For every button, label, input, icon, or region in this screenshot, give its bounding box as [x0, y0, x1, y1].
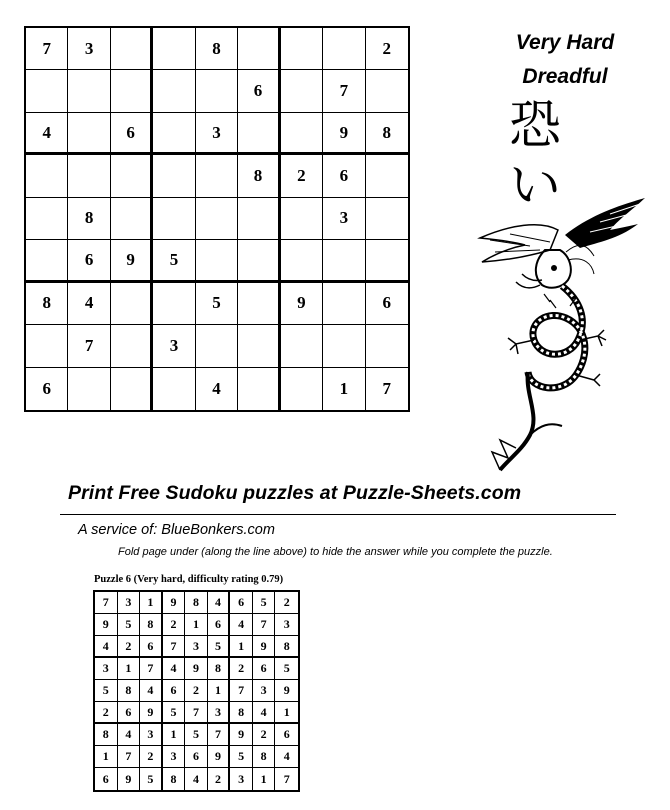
answer-cell: 7	[118, 746, 141, 768]
puzzle-cell[interactable]	[281, 368, 323, 410]
answer-cell: 5	[230, 746, 253, 768]
answer-cell: 1	[185, 614, 208, 636]
answer-cell: 4	[95, 636, 118, 658]
puzzle-cell[interactable]	[111, 283, 153, 325]
puzzle-cell[interactable]: 3	[68, 28, 110, 70]
puzzle-cell[interactable]	[26, 198, 68, 240]
puzzle-cell[interactable]: 8	[68, 198, 110, 240]
answer-cell: 7	[140, 658, 163, 680]
answer-cell: 5	[118, 614, 141, 636]
puzzle-cell[interactable]	[196, 155, 238, 197]
puzzle-cell[interactable]	[153, 113, 195, 155]
puzzle-cell[interactable]: 6	[111, 113, 153, 155]
answer-cell: 7	[208, 724, 231, 746]
puzzle-cell[interactable]	[238, 113, 280, 155]
answer-cell: 8	[230, 702, 253, 724]
answer-cell: 4	[208, 592, 231, 614]
answer-cell: 3	[140, 724, 163, 746]
puzzle-cell[interactable]: 3	[323, 198, 365, 240]
puzzle-cell[interactable]: 5	[153, 240, 195, 282]
puzzle-cell[interactable]: 6	[26, 368, 68, 410]
puzzle-cell[interactable]	[366, 240, 408, 282]
answer-cell: 6	[163, 680, 186, 702]
puzzle-cell[interactable]	[153, 283, 195, 325]
puzzle-cell[interactable]	[323, 28, 365, 70]
answer-cell: 4	[185, 768, 208, 790]
answer-cell: 8	[275, 636, 298, 658]
puzzle-cell[interactable]: 9	[281, 283, 323, 325]
answer-cell: 6	[275, 724, 298, 746]
puzzle-cell[interactable]	[68, 113, 110, 155]
puzzle-cell[interactable]	[281, 325, 323, 367]
answer-cell: 2	[230, 658, 253, 680]
answer-cell: 2	[208, 768, 231, 790]
answer-cell: 7	[230, 680, 253, 702]
puzzle-cell[interactable]	[68, 155, 110, 197]
puzzle-cell[interactable]: 6	[238, 70, 280, 112]
answer-cell: 9	[208, 746, 231, 768]
answer-cell: 4	[140, 680, 163, 702]
answer-cell: 1	[253, 768, 276, 790]
sudoku-answer-grid	[93, 590, 300, 792]
answer-cell: 5	[185, 724, 208, 746]
puzzle-cell[interactable]	[26, 70, 68, 112]
fold-instructions: Fold page under (along the line above) to hide the answer while you complete the puzzle.	[118, 546, 553, 558]
puzzle-cell[interactable]	[196, 325, 238, 367]
puzzle-cell[interactable]	[153, 198, 195, 240]
answer-caption: Puzzle 6 (Very hard, difficulty rating 0.79)	[94, 574, 284, 585]
answer-cell: 2	[163, 614, 186, 636]
answer-cell: 3	[253, 680, 276, 702]
puzzle-cell[interactable]: 6	[323, 155, 365, 197]
service-credit: A service of: BlueBonkers.com	[78, 522, 275, 538]
answer-cell: 3	[275, 614, 298, 636]
puzzle-cell[interactable]	[238, 198, 280, 240]
puzzle-cell[interactable]	[281, 240, 323, 282]
puzzle-cell[interactable]: 4	[26, 113, 68, 155]
puzzle-cell[interactable]	[366, 198, 408, 240]
answer-cell: 8	[118, 680, 141, 702]
puzzle-cell[interactable]: 4	[68, 283, 110, 325]
answer-cell: 1	[118, 658, 141, 680]
answer-cell: 8	[208, 658, 231, 680]
answer-cell: 9	[95, 614, 118, 636]
puzzle-cell[interactable]	[323, 240, 365, 282]
answer-cell: 2	[185, 680, 208, 702]
answer-cell: 3	[185, 636, 208, 658]
puzzle-cell[interactable]: 4	[196, 368, 238, 410]
puzzle-cell[interactable]	[281, 113, 323, 155]
difficulty-heading	[500, 26, 630, 94]
puzzle-cell[interactable]	[68, 70, 110, 112]
puzzle-cell[interactable]	[111, 28, 153, 70]
answer-cell: 6	[95, 768, 118, 790]
answer-cell: 7	[253, 614, 276, 636]
dragon-illustration	[470, 190, 650, 475]
answer-cell: 7	[185, 702, 208, 724]
answer-cell: 8	[163, 768, 186, 790]
answer-cell: 8	[140, 614, 163, 636]
puzzle-cell[interactable]	[366, 155, 408, 197]
puzzle-cell[interactable]: 9	[111, 240, 153, 282]
puzzle-cell[interactable]	[238, 28, 280, 70]
answer-cell: 8	[253, 746, 276, 768]
answer-cell: 6	[118, 702, 141, 724]
answer-cell: 3	[118, 592, 141, 614]
puzzle-cell[interactable]	[238, 240, 280, 282]
puzzle-cell[interactable]: 8	[196, 28, 238, 70]
puzzle-cell[interactable]: 7	[382, 378, 392, 398]
answer-cell: 1	[208, 680, 231, 702]
sudoku-puzzle-grid	[24, 26, 410, 412]
puzzle-cell[interactable]	[111, 198, 153, 240]
puzzle-cell[interactable]	[366, 325, 408, 367]
answer-cell: 9	[253, 636, 276, 658]
answer-cell: 5	[140, 768, 163, 790]
puzzle-cell[interactable]	[111, 70, 153, 112]
difficulty-subtitle: Dreadful	[522, 65, 608, 88]
puzzle-cell[interactable]: 2	[281, 155, 323, 197]
puzzle-cell[interactable]	[153, 28, 195, 70]
kanji-text: 恐い	[508, 96, 561, 216]
answer-cell: 1	[140, 592, 163, 614]
puzzle-cell[interactable]	[238, 325, 280, 367]
puzzle-cell[interactable]	[196, 70, 238, 112]
answer-cell: 8	[185, 592, 208, 614]
answer-cell: 1	[275, 702, 298, 724]
puzzle-cell[interactable]: 3	[153, 325, 195, 367]
answer-cell: 5	[208, 636, 231, 658]
puzzle-cell[interactable]	[281, 198, 323, 240]
puzzle-cell[interactable]	[196, 240, 238, 282]
puzzle-cell[interactable]: 1	[323, 368, 365, 410]
puzzle-cell[interactable]: 7	[26, 28, 68, 70]
answer-cell: 5	[275, 658, 298, 680]
answer-cell: 5	[253, 592, 276, 614]
answer-cell: 9	[118, 768, 141, 790]
puzzle-cell[interactable]	[153, 70, 195, 112]
puzzle-cell[interactable]	[238, 283, 280, 325]
answer-cell: 9	[230, 724, 253, 746]
puzzle-cell[interactable]: 7	[68, 325, 110, 367]
puzzle-cell[interactable]	[281, 70, 323, 112]
answer-cell: 6	[140, 636, 163, 658]
puzzle-cell[interactable]	[111, 368, 153, 410]
puzzle-cell[interactable]	[68, 368, 110, 410]
puzzle-cell[interactable]	[281, 28, 323, 70]
fold-line	[60, 514, 616, 515]
puzzle-cell[interactable]: 9	[323, 113, 365, 155]
puzzle-cell[interactable]: 8	[366, 113, 408, 155]
answer-cell: 1	[163, 724, 186, 746]
site-banner: Print Free Sudoku puzzles at Puzzle-Sheets.com	[68, 482, 522, 504]
answer-cell: 2	[253, 724, 276, 746]
puzzle-cell[interactable]	[111, 155, 153, 197]
answer-cell: 3	[208, 702, 231, 724]
puzzle-cell[interactable]	[238, 368, 280, 410]
puzzle-cell[interactable]	[26, 325, 68, 367]
answer-cell: 8	[95, 724, 118, 746]
answer-cell: 3	[230, 768, 253, 790]
puzzle-cell[interactable]	[323, 283, 365, 325]
answer-cell: 6	[253, 658, 276, 680]
answer-cell: 4	[230, 614, 253, 636]
puzzle-cell[interactable]: 8	[238, 155, 280, 197]
answer-cell: 6	[185, 746, 208, 768]
answer-cell: 2	[275, 592, 298, 614]
puzzle-cell[interactable]	[26, 155, 68, 197]
answer-cell: 7	[95, 592, 118, 614]
answer-cell: 4	[163, 658, 186, 680]
puzzle-cell[interactable]	[153, 368, 195, 410]
puzzle-cell[interactable]: 7	[323, 70, 365, 112]
puzzle-cell[interactable]: 6	[68, 240, 110, 282]
puzzle-cell[interactable]: 6	[366, 283, 408, 325]
answer-cell: 3	[163, 746, 186, 768]
puzzle-cell[interactable]: 5	[196, 283, 238, 325]
puzzle-cell[interactable]: 3	[196, 113, 238, 155]
difficulty-label: Very Hard	[515, 31, 615, 54]
answer-cell: 5	[95, 680, 118, 702]
answer-cell: 9	[275, 680, 298, 702]
puzzle-cell[interactable]	[153, 155, 195, 197]
answer-cell: 7	[283, 771, 290, 786]
answer-cell: 9	[185, 658, 208, 680]
answer-cell: 4	[253, 702, 276, 724]
answer-cell: 9	[163, 592, 186, 614]
answer-cell: 2	[118, 636, 141, 658]
answer-cell: 7	[163, 636, 186, 658]
answer-cell: 1	[95, 746, 118, 768]
puzzle-cell[interactable]	[26, 240, 68, 282]
answer-cell: 9	[140, 702, 163, 724]
answer-cell: 2	[140, 746, 163, 768]
puzzle-cell[interactable]	[196, 198, 238, 240]
puzzle-cell[interactable]	[366, 70, 408, 112]
answer-cell: 6	[208, 614, 231, 636]
puzzle-cell[interactable]	[323, 325, 365, 367]
answer-cell: 2	[95, 702, 118, 724]
answer-cell: 6	[230, 592, 253, 614]
puzzle-cell[interactable]	[111, 325, 153, 367]
puzzle-cell[interactable]: 2	[366, 28, 408, 70]
answer-cell: 3	[95, 658, 118, 680]
answer-cell: 1	[230, 636, 253, 658]
answer-cell: 4	[275, 746, 298, 768]
answer-cell: 4	[118, 724, 141, 746]
answer-cell: 5	[163, 702, 186, 724]
puzzle-cell[interactable]: 8	[26, 283, 68, 325]
